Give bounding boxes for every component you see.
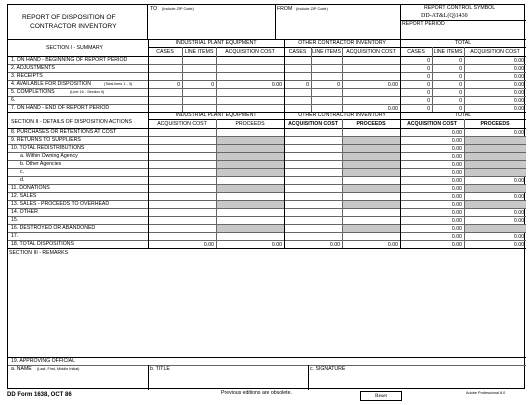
s2-total-acq: 0.00: [451, 194, 462, 200]
s1-row-6-label: 6.: [11, 97, 16, 103]
s1-total-cost: 0.00: [513, 106, 524, 112]
s2-row-label: 9. RETURNS TO SUPPLIERS: [11, 137, 81, 143]
s1-total-cost: 0.00: [513, 58, 524, 64]
s1-row-5-hint: (Line 16 - Section II): [70, 90, 105, 94]
s1-col-ipe-cases: CASES: [156, 49, 174, 55]
form-title-line2: CONTRACTOR INVENTORY: [30, 23, 117, 30]
s1-total-cost: 0.00: [513, 98, 524, 104]
s2-r18-oci-proc: 0.00: [387, 242, 398, 248]
s2-r18-total-proc: 0.00: [513, 242, 524, 248]
s2-row-label: b. Other Agencies: [20, 161, 62, 167]
s1-total-items: 0: [459, 74, 462, 80]
s2-total-acq: 0.00: [451, 162, 462, 168]
s1-col-oci-cost: ACQUISITION COST: [346, 49, 396, 55]
s1-total-cost: 0.00: [513, 74, 524, 80]
s1-total-cases: 0: [427, 66, 430, 72]
disposition-form: [7, 4, 525, 389]
s2-row-label: d.: [20, 177, 25, 183]
s1-total-items: 0: [459, 58, 462, 64]
s2-total-proc: 0.00: [513, 130, 524, 136]
title-field[interactable]: [150, 373, 306, 388]
s2-total-acq: 0.00: [451, 210, 462, 216]
s2-row-label: 10. TOTAL REDISTRIBUTIONS: [11, 145, 85, 151]
remarks-field[interactable]: [10, 258, 524, 356]
s2-row-label: 15.: [11, 217, 19, 223]
s2-total-acq: 0.00: [451, 154, 462, 160]
form-title-line1: REPORT OF DISPOSITION OF: [22, 14, 116, 21]
s1-row-5-label: 5. COMPLETIONS: [11, 89, 55, 95]
s1-row-3-label: 3. RECEIPTS: [11, 73, 43, 79]
to-address-field[interactable]: [149, 13, 275, 37]
s2-row-label: 11. DONATIONS: [11, 185, 50, 191]
from-hint: (Include ZIP Code): [296, 7, 328, 11]
s2-total-row-label: 18. TOTAL DISPOSITIONS: [11, 241, 74, 247]
s1-total-items: 0: [459, 66, 462, 72]
s1-total-cost: 0.00: [513, 82, 524, 88]
s1-total-items: 0: [459, 106, 462, 112]
s1-r4-ipe-cost: 0.00: [271, 82, 282, 88]
s1-row-2-label: 2. ADJUSTMENTS: [11, 65, 55, 71]
s2-total-acq: 0.00: [451, 218, 462, 224]
s2-total-acq: 0.00: [451, 130, 462, 136]
s1-r7-oci-cost: 0.00: [387, 106, 398, 112]
s2-total-acq: 0.00: [451, 146, 462, 152]
s1-r4-oci-cases: 0: [306, 82, 309, 88]
s1-col-total-cost: ACQUISITION COST: [470, 49, 520, 55]
s2-total-acq: 0.00: [451, 234, 462, 240]
s2-r18-total-acq: 0.00: [451, 242, 462, 248]
section1-group-total: TOTAL: [454, 40, 472, 46]
to-hint: (Include ZIP Code): [162, 7, 194, 11]
s2-total-proc: 0.00: [513, 234, 524, 240]
s2-total-acq: 0.00: [451, 186, 462, 192]
s2-r18-oci-acq: 0.00: [329, 242, 340, 248]
to-label: TO: [150, 6, 158, 12]
s1-r4-ipe-cases: 0: [177, 82, 180, 88]
s1-total-cases: 0: [427, 106, 430, 112]
s1-total-cases: 0: [427, 90, 430, 96]
s2-total-acq: 0.00: [451, 178, 462, 184]
s2-total-acq: 0.00: [451, 226, 462, 232]
s1-total-items: 0: [459, 82, 462, 88]
section2-group-ipe: INDUSTRIAL PLANT EQUIPMENT: [175, 112, 257, 118]
s1-col-oci-cases: CASES: [288, 49, 307, 55]
s2-r18-ipe-acq: 0.00: [203, 242, 214, 248]
section2-group-total: TOTAL: [454, 112, 472, 118]
s2-col-ipe-proc: PROCEEDS: [235, 121, 265, 127]
editions-note: Previous editions are obsolete.: [221, 390, 292, 396]
s1-total-cost: 0.00: [513, 90, 524, 96]
s1-col-ipe-items: LINE ITEMS: [184, 49, 214, 55]
s2-col-total-acq: ACQUISITION COST: [407, 121, 457, 127]
s1-r4-ipe-items: 0: [211, 82, 214, 88]
s1-r4-oci-cost: 0.00: [387, 82, 398, 88]
section1-group-ipe: INDUSTRIAL PLANT EQUIPMENT: [175, 40, 257, 46]
s1-total-items: 0: [459, 90, 462, 96]
s2-row-label: 16. DESTROYED OR ABANDONED: [11, 225, 96, 231]
s2-col-total-proc: PROCEEDS: [480, 121, 510, 127]
s2-total-proc: 0.00: [513, 194, 524, 200]
section2-group-oci: OTHER CONTRACTOR INVENTORY: [298, 112, 386, 118]
s2-total-acq: 0.00: [451, 170, 462, 176]
s2-total-acq: 0.00: [451, 138, 462, 144]
s2-row-label: 13. SALES - PROCEEDS TO OVERHEAD: [11, 201, 110, 207]
s2-row-label: 17.: [11, 233, 19, 239]
s1-total-cases: 0: [427, 74, 430, 80]
section2-title: SECTION II - DETAILS OF DISPOSITION ACTIONS: [11, 119, 132, 125]
software-note: Adobe Professional 8.0: [466, 391, 506, 395]
s2-total-proc: 0.00: [513, 210, 524, 216]
s1-total-cases: 0: [427, 98, 430, 104]
form-id: DD Form 1638, OCT 86: [7, 392, 72, 398]
section1-title: SECTION I - SUMMARY: [46, 45, 103, 51]
s2-col-oci-acq: ACQUISITION COST: [288, 121, 338, 127]
report-period-label: REPORT PERIOD: [402, 21, 445, 27]
section3-title: SECTION III - REMARKS: [9, 250, 69, 256]
name-hint: (Last, First, Middle Initial): [37, 367, 80, 371]
s2-r18-ipe-proc: 0.00: [271, 242, 282, 248]
report-period-field[interactable]: [402, 27, 524, 37]
control-symbol-value: DD-AT&L(Q)1430: [421, 13, 468, 19]
s1-col-oci-items: LINE ITEMS: [312, 49, 341, 55]
s1-col-total-items: LINE ITEMS: [433, 49, 463, 55]
s2-total-acq: 0.00: [451, 202, 462, 208]
s2-row-label: 8. PURCHASES OR RETENTIONS AT COST: [11, 129, 117, 135]
name-label: a. NAME: [11, 366, 32, 372]
s2-col-oci-proc: PROCEEDS: [356, 121, 386, 127]
name-field[interactable]: [10, 373, 146, 388]
signature-field[interactable]: [310, 373, 524, 388]
s1-row-7-label: 7. ON HAND - END OF REPORT PERIOD: [11, 105, 110, 111]
section1-group-oci: OTHER CONTRACTOR INVENTORY: [298, 40, 386, 46]
s2-row-label: a. Within Owning Agency: [20, 153, 78, 159]
s2-row-label: 12. SALES: [11, 193, 37, 199]
s2-total-proc: 0.00: [513, 218, 524, 224]
s1-total-items: 0: [459, 98, 462, 104]
s1-total-cases: 0: [427, 82, 430, 88]
from-label: FROM: [277, 6, 293, 12]
s2-row-label: c.: [20, 169, 25, 175]
title-label: b. TITLE: [150, 366, 170, 372]
s1-row-4-hint: (Total lines 1 - 3): [104, 82, 133, 86]
s1-r4-oci-items: 0: [337, 82, 340, 88]
s2-row-label: 14. OTHER: [11, 209, 38, 215]
from-address-field[interactable]: [277, 13, 399, 37]
s1-col-total-cases: CASES: [407, 49, 425, 55]
s2-col-ipe-acq: ACQUISITION COST: [157, 121, 207, 127]
s1-row-4-label: 4. AVAILABLE FOR DISPOSITION: [11, 81, 91, 87]
s1-col-ipe-cost: ACQUISITION COST: [225, 49, 275, 55]
s1-row-1-label: 1. ON HAND - BEGINNING OF REPORT PERIOD: [11, 57, 128, 63]
control-symbol-label: REPORT CONTROL SYMBOL: [424, 5, 496, 11]
s1-total-cost: 0.00: [513, 66, 524, 72]
reset-button[interactable]: Reset: [360, 391, 402, 401]
s1-total-cases: 0: [427, 58, 430, 64]
s2-total-proc: 0.00: [513, 178, 524, 184]
signature-label: c. SIGNATURE: [310, 366, 346, 372]
approving-official-label: 19. APPROVING OFFICIAL: [11, 358, 75, 364]
